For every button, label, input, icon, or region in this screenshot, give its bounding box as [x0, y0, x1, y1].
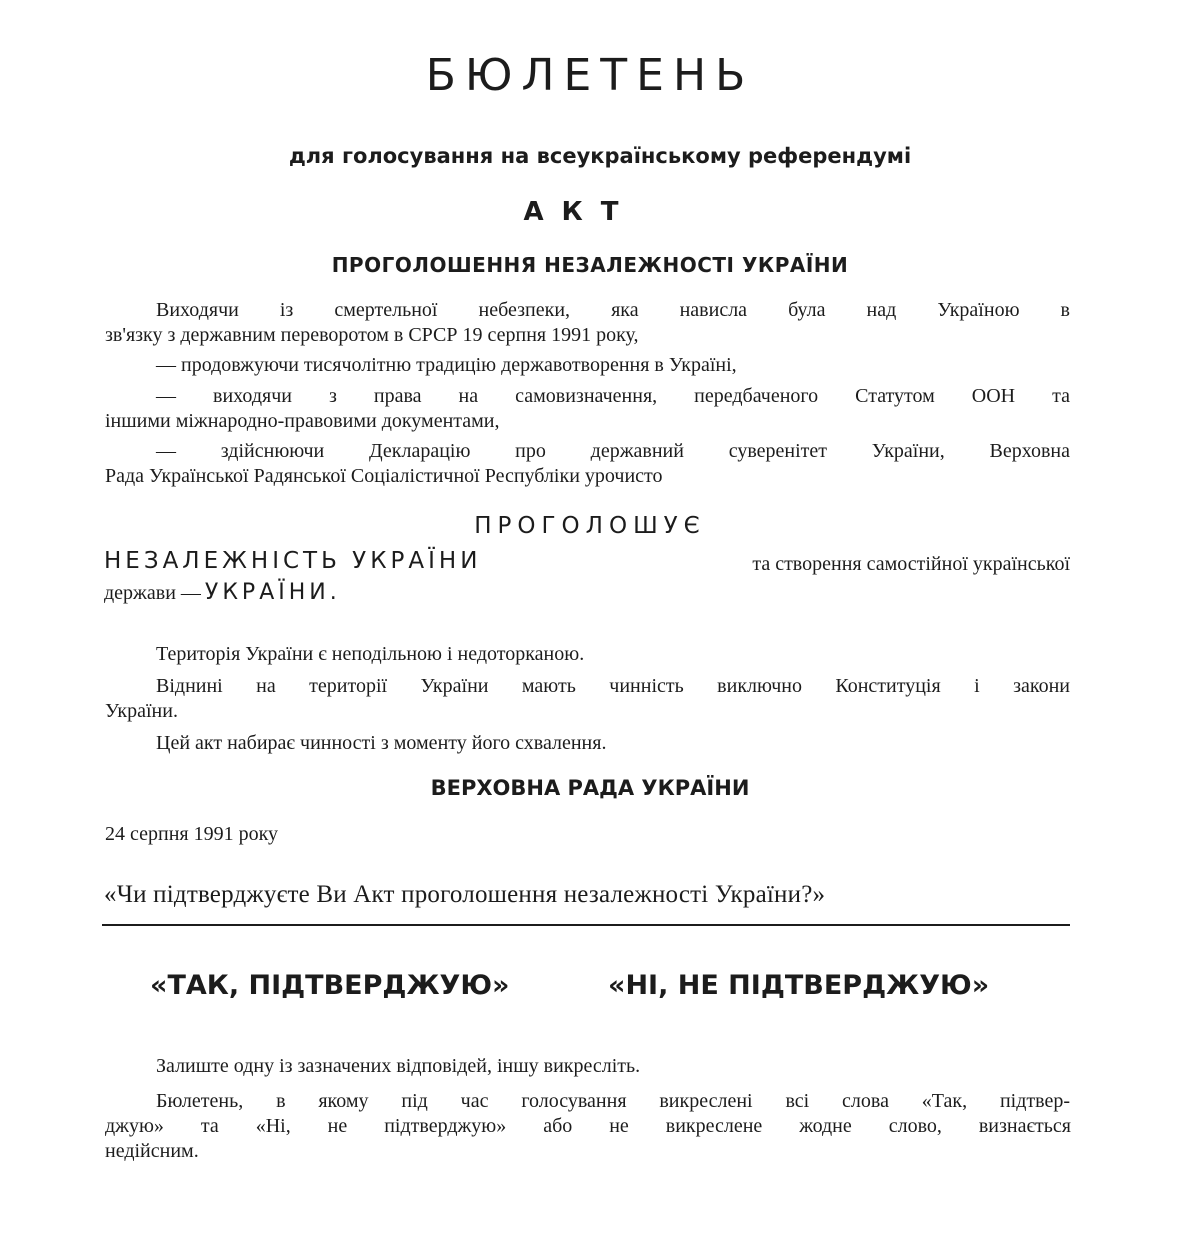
referendum-question: «Чи підтверджуєте Ви Акт проголошення незалежності України?»: [104, 881, 826, 908]
divider-rule: [102, 924, 1070, 926]
state-name: УКРАЇНИ.: [204, 580, 341, 605]
intro-line-2: зв'язку з державним переворотом в СРСР 19 серпня 1991 року,: [105, 324, 639, 346]
answer-yes[interactable]: «ТАК, ПІДТВЕРДЖУЮ»: [150, 970, 510, 1001]
independence-rest: та створення самостійної української: [752, 553, 1070, 575]
effect-clause: Цей акт набирає чинності з моменту його схвалення.: [156, 732, 607, 754]
independence-line: [104, 550, 1070, 574]
territory-clause: Територія України є неподільною і недоторканою.: [156, 643, 585, 665]
act-heading: АКТ: [523, 197, 637, 227]
state-prefix: держави —: [104, 582, 201, 604]
ballot-title: БЮЛЕТЕНЬ: [425, 50, 755, 101]
point-3-line-2: Рада Української Радянської Соціалістичної Республіки урочисто: [105, 465, 663, 487]
point-2-line-1: — виходячи з права на самовизначення, передбаченого Статутом ООН та: [156, 385, 1070, 407]
proclaims-heading: ПРОГОЛОШУЄ: [474, 513, 706, 539]
answer-no[interactable]: «НІ, НЕ ПІДТВЕРДЖУЮ»: [608, 970, 990, 1001]
laws-line-1: Віднині на території України мають чинність виключно Конституція і закони: [156, 675, 1070, 697]
instruction-2-line-3: недійсним.: [105, 1140, 199, 1162]
ballot-subtitle: для голосування на всеукраїнському референдумі: [288, 144, 912, 168]
act-title: ПРОГОЛОШЕННЯ НЕЗАЛЕЖНОСТІ УКРАЇНИ: [331, 253, 849, 277]
instruction-2-line-1: Бюлетень, в якому під час голосування викреслені всі слова «Так, підтвер-: [156, 1090, 1070, 1112]
instruction-2-line-2: джую» та «Ні, не підтверджую» або не викреслене жодне слово, визнається: [105, 1115, 1071, 1137]
act-date: 24 серпня 1991 року: [105, 823, 279, 845]
independence-caps: НЕЗАЛЕЖНІСТЬ УКРАЇНИ: [104, 548, 482, 574]
point-3-line-1: — здійснюючи Декларацію про державний суверенітет України, Верховна: [156, 440, 1070, 462]
state-line: [104, 582, 341, 604]
signatory: ВЕРХОВНА РАДА УКРАЇНИ: [430, 776, 750, 800]
laws-line-2: України.: [105, 700, 178, 722]
instruction-1: Залиште одну із зазначених відповідей, іншу викресліть.: [156, 1055, 641, 1077]
point-2-line-2: іншими міжнародно-правовими документами,: [105, 410, 500, 432]
intro-line-1: Виходячи із смертельної небезпеки, яка нависла була над Україною в: [156, 299, 1070, 321]
point-1: — продовжуючи тисячолітню традицію державотворення в Україні,: [156, 354, 737, 376]
